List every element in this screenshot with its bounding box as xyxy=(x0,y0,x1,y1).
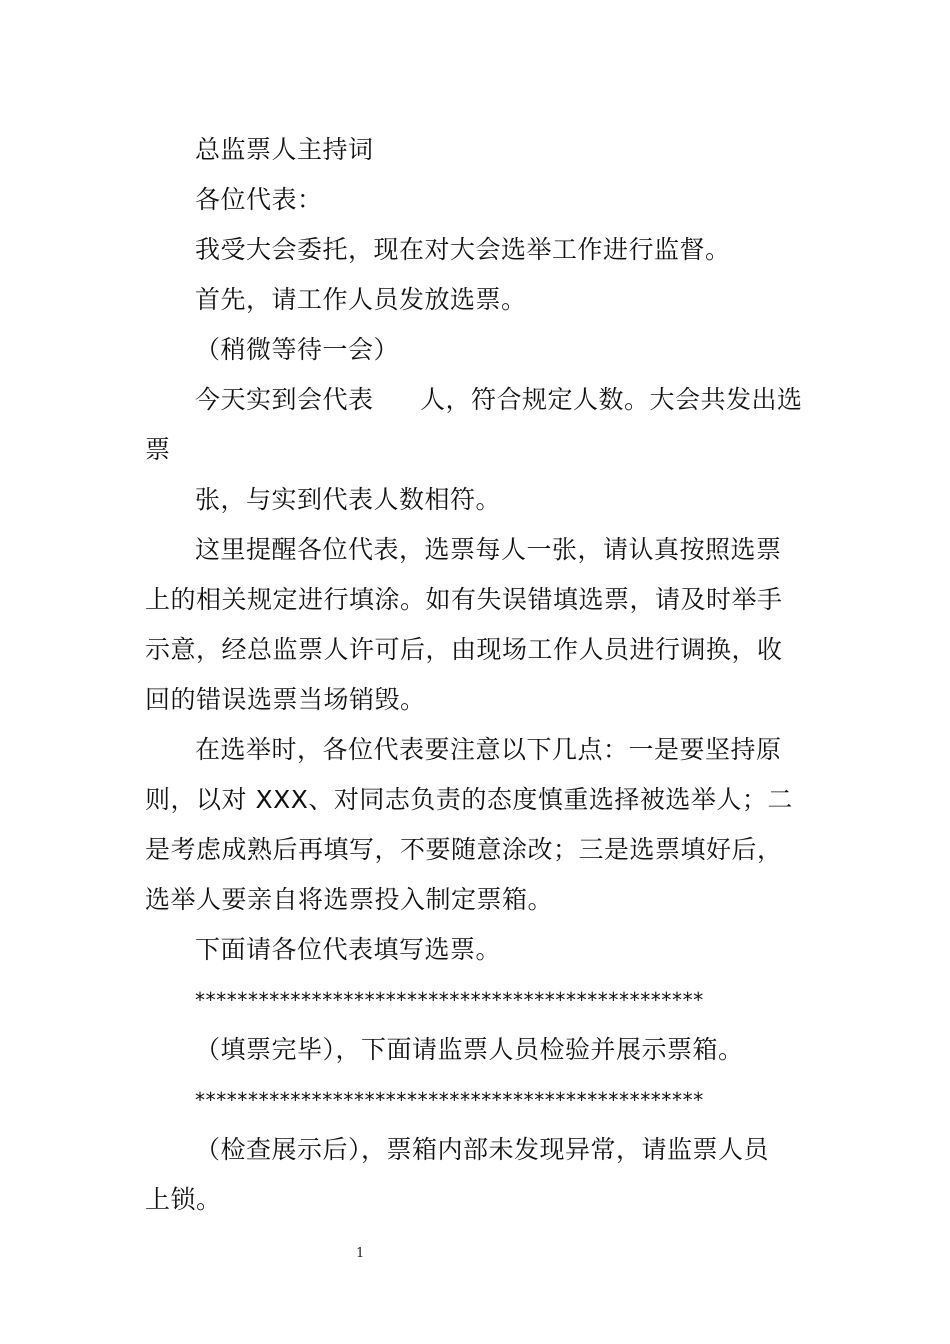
paragraph-line: 人，符合规定人数。大会共发出选 xyxy=(420,385,803,414)
paragraph-line: 示意，经总监票人许可后，由现场工作人员进行调换，收 xyxy=(145,635,783,664)
paragraph-line: 下面请各位代表填写选票。 xyxy=(195,935,502,964)
salutation: 各位代表： xyxy=(195,185,323,214)
paragraph-line: 张，与实到代表人数相符。 xyxy=(195,485,502,514)
stage-direction: （填票完毕），下面请监票人员检验并展示票箱。 xyxy=(195,1035,744,1064)
paragraph-line: 在选举时，各位代表要注意以下几点：一是要坚持原 xyxy=(195,735,782,764)
paragraph-line: （检查展示后），票箱内部未发现异常，请监票人员 xyxy=(195,1135,770,1164)
page-number: 1 xyxy=(356,1246,365,1261)
paragraph-line: 则，以对 XXX、对同志负责的态度慎重选择被选举人；二 xyxy=(145,785,793,814)
paragraph-line: 选举人要亲自将选票投入制定票箱。 xyxy=(145,885,554,914)
paragraph-line: 这里提醒各位代表，选票每人一张，请认真按照选票 xyxy=(195,535,782,564)
paragraph-line: 回的错误选票当场销毁。 xyxy=(145,685,426,714)
paragraph-line: 首先，请工作人员发放选票。 xyxy=(195,285,527,314)
paragraph-line: 票 xyxy=(145,435,171,464)
paragraph-line: 是考虑成熟后再填写，不要随意涂改；三是选票填好后， xyxy=(145,835,783,864)
paragraph-line: 今天实到会代表 xyxy=(195,385,374,414)
document-title: 总监票人主持词 xyxy=(195,135,374,164)
separator-asterisks: ************************************************ xyxy=(195,1088,704,1112)
separator-asterisks: ************************************************ xyxy=(195,988,704,1012)
stage-direction: （稍微等待一会） xyxy=(195,335,400,364)
paragraph-line: 上锁。 xyxy=(145,1185,222,1214)
paragraph-line: 我受大会委托，现在对大会选举工作进行监督。 xyxy=(195,235,731,264)
paragraph-line: 上的相关规定进行填涂。如有失误错填选票，请及时举手 xyxy=(145,585,783,614)
